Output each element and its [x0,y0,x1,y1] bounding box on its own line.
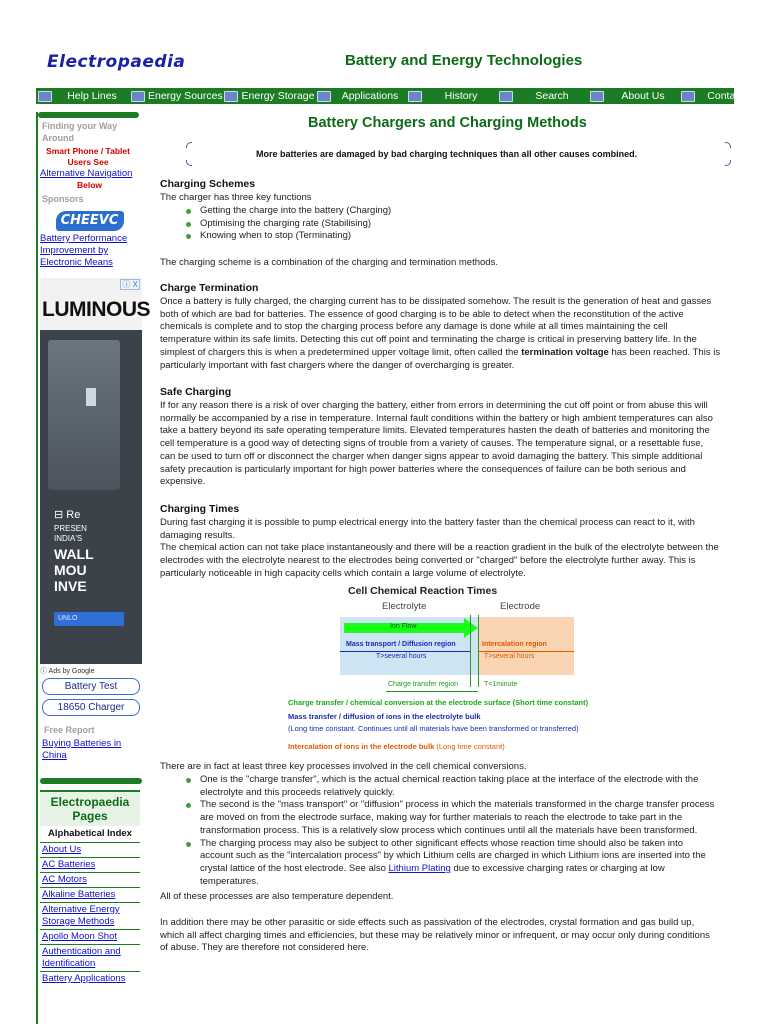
sidebar-below-note: Below [76,180,103,190]
index-link-battery-applications[interactable]: Battery Applications [40,971,140,986]
text-line: cell temperature is a good way of detecting signs of trouble from a variety of causes. The temperature signal, or a resettable fuse, [160,438,704,450]
text-line: transformation process. This is a relatively slow process which continues until all the materials have been transformed. [200,824,698,836]
index-link-apollo[interactable]: Apollo Moon Shot [40,929,140,944]
text-line: particularly noticeable in high capacity cells which contain a large volume of electrolyte. [160,567,526,579]
text-line: electrodes with the electrolyte nearest to the electrodes being converted or "charged" before the electrolyte further away. This is [160,555,696,567]
text-fragment: simplest of chargers this is when a predetermined upper voltage limit, often called the [160,346,519,358]
text-line: which all affect charging times and efficiencies, but these may be relatively minor or infrequent, or may occur only during conditions [160,929,710,941]
ad-text-line: PRESEN [54,524,87,533]
callout-box [186,142,731,166]
text-line: normally be accompanied by a rise in temperature. Internal fault conditions within the battery or high ambient temperatures can also [160,412,713,424]
nav-contacts[interactable] [679,88,758,104]
nav-applications[interactable] [315,88,406,104]
ad-brand: LUMINOUS [42,298,150,321]
callout-text: More batteries are damaged by bad charging techniques than all other causes combined. [256,149,638,159]
nav-help-lines[interactable] [36,88,129,104]
intercalation-region-line [478,651,574,652]
lithium-plating-link[interactable]: Lithium Plating [388,862,451,874]
text-line: damaging results. [160,529,235,541]
safe-charging-paragraph [160,400,736,489]
index-link-ac-motors[interactable]: AC Motors [40,872,140,887]
nav-bullet-icon [131,91,145,102]
termination-voltage-term: termination voltage [521,346,609,358]
sidebar-smartphone-note: Smart Phone / Tablet Users See [46,146,130,167]
ad-headline-line: MOU [54,562,87,578]
text-line: In addition there may be other parasitic or side effects such as passivation of the electrodes, crystal formation and gas build up, [160,917,695,928]
index-link-authentication[interactable]: Authentication and Identification [40,944,140,971]
free-report-link[interactable]: Buying Batteries in China [42,738,122,761]
legend-text: (Long time constant) [434,742,505,751]
processes-list [184,774,736,888]
ad-headline-line: INVE [54,578,87,594]
ad-headline-line: WALL [54,546,94,562]
free-report-label: Free Report [44,725,95,735]
nav-bullet-icon [681,91,695,102]
index-list [40,842,140,986]
battery-test-button[interactable]: Battery Test [42,678,140,695]
nav-label: History [444,90,478,102]
nav-bullet-icon [408,91,422,102]
text-fragment: has been reached. This is [608,346,721,358]
alt-navigation-link[interactable]: Alternative Navigation [40,168,133,179]
text-line: temperatures. [200,875,259,887]
nav-bullet-icon [317,91,331,102]
ad-headline [54,546,94,594]
text-fragment: crystal lattice of the host electrode. See also [200,862,389,874]
ad-close-icon[interactable]: ⓘ X [122,280,138,289]
heading-safe-charging: Safe Charging [160,386,232,398]
text-line: safety precaution is particularly important for high power batteries where the consequences of failure can be both serious and [160,463,686,475]
electropaedia-pages-box: Electropaedia Pages [40,790,140,826]
ad-text-line: INDIA'S [54,534,83,543]
callout-corner [725,142,731,148]
text-line: take a battery beyond its safe operating temperature limits. Elevated temperatures hasten the death of batteries and monitoring the [160,425,710,437]
nav-search[interactable] [497,88,588,104]
text-line: expensive. [160,476,206,488]
text-line: are moved on from the electrode surface, making way for further materials to reach the electrode to take part in the [200,812,683,824]
nav-bullet-icon [38,91,52,102]
nav-label: Contacts [707,90,749,102]
temperature-note: All of these processes are also temperature dependent. [160,891,394,902]
text-line: The charging process may also be subject to other significant effects whose reaction time should also be taken into [200,837,684,849]
ion-flow-arrow-head [464,618,478,638]
legend-text: Intercalation of ions in the electrode bulk [288,742,435,751]
mass-region-line [340,651,470,652]
site-logo[interactable]: Electropaedia [47,52,186,72]
nav-label: Search [535,90,569,102]
ad-product-screen [86,388,96,406]
ad-cta-button[interactable]: UNLO [54,612,124,626]
diagram-boundary-line [470,615,471,687]
text-line: chemicals is complete and to stop the charging process before any damage is done while at all times maintaining the cell [160,321,668,333]
charging-times-paragraph [160,517,736,581]
list-item [184,838,736,889]
sponsor-link[interactable]: Battery Performance Improvement by Electronic Means [40,233,128,268]
callout-corner [725,160,731,166]
diagram-electrode-label: Electrode [500,601,541,612]
nav-label: Energy Storage [241,90,315,102]
processes-intro: There are in fact at least three key processes involved in the cell chemical conversions. [160,761,527,772]
nav-label: Energy Sources [148,90,223,102]
callout-corner [186,160,192,166]
text-line: During fast charging it is possible to pump electrical energy into the battery faster than the chemical process can react to it, with [160,517,695,528]
diagram-legend-mass-transfer-note: (Long time constant. Continues until all materials have been transformed or transferred) [288,724,579,733]
nav-label: About Us [621,90,665,102]
diagram-legend-intercalation [288,742,505,751]
text-line: account such as the "intercalation process" by which Lithium cells are charged in which Lithium ions are inserted into the [200,850,706,862]
advertisement[interactable] [40,278,150,664]
nav-history[interactable] [406,88,497,104]
text-line: particularly important with fast chargers where the danger of overcharging is greater. [160,359,515,371]
charge-region-label: Charge transfer region [388,681,459,688]
mass-region-label: Mass transport / Diffusion region [346,641,456,648]
index-link-alt-energy-storage[interactable]: Alternative Energy Storage Methods [40,902,140,929]
list-item [184,774,736,799]
index-link-ac-batteries[interactable]: AC Batteries [40,857,140,872]
charger-button[interactable]: 18650 Charger [42,699,140,716]
nav-bullet-icon [590,91,604,102]
heading-charging-schemes: Charging Schemes [160,178,256,190]
nav-bullet-icon [499,91,513,102]
text-fragment: due to excessive charging rates or charging at low [450,862,665,874]
page-title: Battery Chargers and Charging Methods [308,115,587,131]
ad-product-image [48,340,120,490]
text-line: of abuse. They are therefore not considered here. [160,942,369,954]
sponsor-logo[interactable]: CHEEVC [56,211,124,231]
list-item: Getting the charge into the battery (Charging) [184,205,736,218]
ad-header [40,278,150,330]
text-line: can be used to turn off or disconnect the charger when danger signs appear to avoid damaging the battery. This simple additional [160,450,703,462]
termination-paragraph [160,296,736,372]
text-line [160,347,736,360]
nav-energy-sources[interactable] [129,88,222,104]
text-line [200,863,736,876]
diagram-electrolyte-label: Electrolyte [382,601,427,612]
intercalation-region-label: Intercalation region [482,641,547,648]
site-title: Battery and Energy Technologies [345,52,583,69]
text-line: temperature within its safe limits. Detecting this cut off point and terminating the charge is critical in preserving battery life. In the [160,334,697,346]
list-item: Optimising the charging rate (Stabilising) [184,218,736,231]
list-item: Knowing when to stop (Terminating) [184,230,736,243]
charge-region-time: T<1minute [484,681,518,688]
ad-text [54,510,87,544]
top-navbar [36,88,749,104]
schemes-list [184,205,736,243]
text-line: electrolyte and this proceeds relatively quickly. [200,786,395,798]
nav-bullet-icon [224,91,238,102]
text-line: One is the "charge transfer", which is the actual chemical reaction taking place at the interface of the electrode with the [200,774,699,785]
diagram-title: Cell Chemical Reaction Times [348,585,498,597]
left-sidebar [36,112,150,1024]
index-link-alkaline[interactable]: Alkaline Batteries [40,887,140,902]
schemes-outro: The charging scheme is a combination of the charging and termination methods. [160,257,498,268]
nav-label: Help Lines [67,90,117,102]
sidebar-finding-way: Finding your Way Around [42,121,118,143]
ad-text-line: ⊟ Re [54,509,81,521]
schemes-intro: The charger has three key functions [160,192,312,203]
ion-flow-label: Ion Flow [390,623,417,630]
diagram-legend-mass-transfer: Mass transfer / diffusion of ions in the electrolyte bulk [288,712,481,721]
heading-charge-termination: Charge Termination [160,282,259,294]
parasitic-paragraph [160,917,736,955]
reaction-times-diagram [278,585,638,751]
text-line: both of which are bad for batteries. The essence of good charging is to be able to detect when the reconstitution of the active [160,308,684,320]
nav-about-us[interactable] [588,88,679,104]
sidebar-sponsors-label: Sponsors [42,194,84,204]
heading-charging-times: Charging Times [160,503,240,515]
alphabetical-index-heading: Alphabetical Index [48,828,132,839]
callout-corner [186,142,192,148]
text-line: The chemical action can not take place instantaneously and there will be a reaction gradient in the bulk of the electrolyte between the [160,542,719,554]
charge-region-line [386,691,478,692]
mass-region-time: T>several hours [376,653,427,660]
diagram-legend-charge-transfer: Charge transfer / chemical conversion at the electrode surface (Short time constant) [288,698,589,707]
text-line: The second is the "mass transport" or "diffusion" process in which the materials transformed in the charge transfer process [200,799,715,811]
ads-by-google[interactable]: ⓘ Ads by Google [40,668,95,675]
text-line: If for any reason there is a risk of over charging the battery, either from errors in determining the cut off point or from abuse this will [160,400,708,411]
index-link-about-us[interactable]: About Us [40,842,140,857]
intercalation-region-time: T>several hours [484,653,535,660]
list-item [184,799,736,837]
sidebar-divider [40,778,142,784]
nav-energy-storage[interactable] [222,88,315,104]
text-line: Once a battery is fully charged, the charging current has to be dissipated somehow. The result is the generation of heat and gasses [160,296,712,307]
nav-label: Applications [341,90,399,102]
